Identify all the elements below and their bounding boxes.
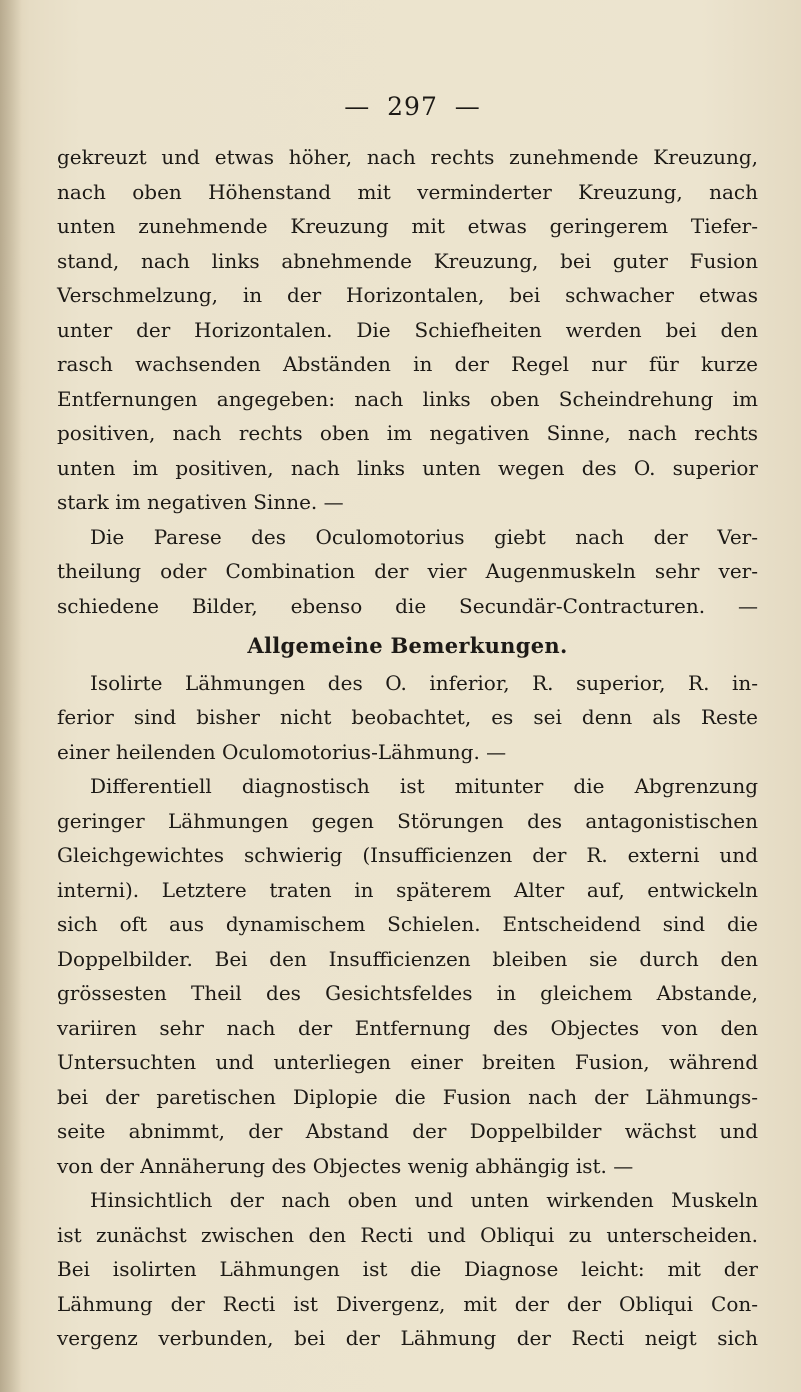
text-line: gekreuzt und etwas höher, nach rechts zunehmende Kreuzung, (57, 145, 758, 169)
text-line: Gleichgewichtes schwierig (Insufficienzen der R. externi und (57, 843, 758, 867)
text-line: vergenz verbunden, bei der Lähmung der Recti neigt sich (57, 1326, 758, 1350)
text-line: Lähmung der Recti ist Divergenz, mit der der Obliqui Con- (57, 1291, 758, 1316)
page-edge-shadow (0, 0, 22, 1392)
text-line: unter der Horizontalen. Die Schiefheiten werden bei den (57, 317, 758, 342)
text-line: stark im negativen Sinne. — (57, 490, 344, 514)
text-line: positiven, nach rechts oben im negativen Sinne, nach rechts (57, 421, 758, 445)
text-line: Verschmelzung, in der Horizontalen, bei schwacher etwas (57, 283, 758, 307)
text-line: interni). Letztere traten in späterem Alter auf, entwickeln (57, 877, 758, 902)
page-number: — 297 — (344, 92, 481, 121)
text-line: stand, nach links abnehmende Kreuzung, bei guter Fusion (57, 248, 758, 273)
text-line: theilung oder Combination der vier Augenmuskeln sehr ver- (57, 559, 758, 583)
text-line: geringer Lähmungen gegen Störungen des antagonistischen (57, 808, 758, 833)
section-heading: Allgemeine Bemerkungen. (247, 633, 568, 658)
text-line: bei der paretischen Diplopie die Fusion nach der Lähmungs- (57, 1084, 758, 1109)
text-line: variiren sehr nach der Entfernung des Objectes von den (57, 1015, 758, 1040)
text-line: seite abnimmt, der Abstand der Doppelbilder wächst und (57, 1119, 758, 1143)
text-line: sich oft aus dynamischem Schielen. Entscheidend sind die (57, 912, 758, 936)
text-line: ist zunächst zwischen den Recti und Obliqui zu unterscheiden. (57, 1222, 758, 1247)
text-line: rasch wachsenden Abständen in der Regel nur für kurze (57, 352, 758, 376)
text-line: von der Annäherung des Objectes wenig abhängig ist. — (57, 1153, 634, 1178)
text-line: schiedene Bilder, ebenso die Secundär-Contracturen. — (57, 593, 758, 618)
text-line: Die Parese des Oculomotorius giebt nach der Ver- (90, 524, 758, 549)
text-line: Hinsichtlich der nach oben und unten wirkenden Muskeln (90, 1188, 758, 1212)
text-line: nach oben Höhenstand mit verminderter Kreuzung, nach (57, 179, 758, 204)
text-line: Entfernungen angegeben: nach links oben Scheindrehung im (57, 386, 758, 411)
text-line: Isolirte Lähmungen des O. inferior, R. superior, R. in- (90, 670, 758, 695)
text-line: Differentiell diagnostisch ist mitunter die Abgrenzung (90, 774, 758, 798)
text-line: einer heilenden Oculomotorius-Lähmung. — (57, 739, 507, 764)
page-body (57, 140, 758, 1356)
text-line: Untersuchten und unterliegen einer breiten Fusion, während (57, 1050, 758, 1074)
text-line: grössesten Theil des Gesichtsfeldes in gleichem Abstande, (57, 981, 758, 1005)
text-line: Bei isolirten Lähmungen ist die Diagnose leicht: mit der (57, 1257, 758, 1281)
text-line: ferior sind bisher nicht beobachtet, es sei denn als Reste (57, 705, 758, 729)
text-line: Doppelbilder. Bei den Insufficienzen bleiben sie durch den (57, 946, 758, 971)
text-line: unten im positiven, nach links unten wegen des O. superior (57, 455, 758, 480)
text-line: unten zunehmende Kreuzung mit etwas geringerem Tiefer- (57, 214, 758, 238)
